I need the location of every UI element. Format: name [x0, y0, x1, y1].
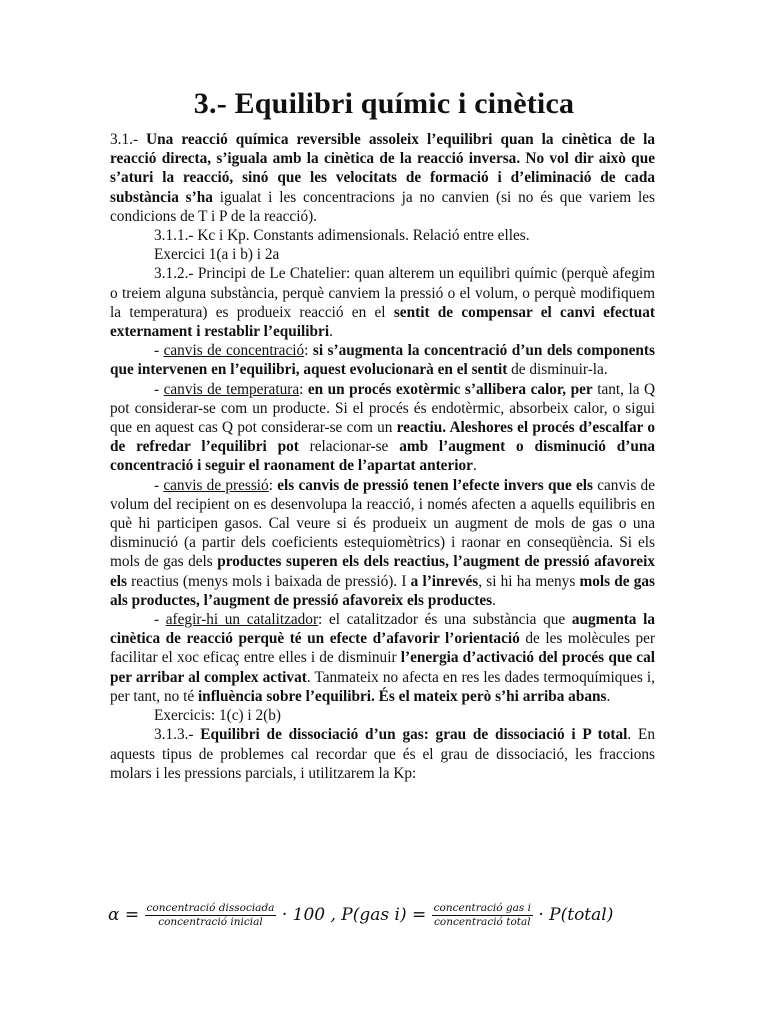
- page-title: 3.- Equilibri químic i cinètica: [193, 87, 575, 120]
- underlined-heading: canvis de pressió: [163, 476, 269, 494]
- bold-run: si s’augmenta la concentració d’un dels components que intervenen en l’equilibri, aquest evolucionarà en el sentit: [110, 342, 655, 379]
- fraction-denominator: concentració total: [434, 916, 531, 928]
- bold-run: influència sobre l’equilibri. És el mateix però s’hi arriba abans: [197, 687, 607, 705]
- fraction-dissociation: [145, 902, 277, 929]
- text-run: . Tanmateix no afecta en res les dades termoquímiques i, per tant, no té: [110, 668, 655, 705]
- text-run: canvis de volum del recipient on es desenvolupa la reacció, i només afecten a aquells equilibris en què hi participen gasos. Cal veure si és produeix un augment de mols de gas o una disminució (a partir dels coeficients estequiomètrics) i raonar en conseqüència. Si els mols de gas dels: [110, 476, 655, 571]
- text-run: -: [154, 476, 164, 494]
- underlined-heading: afegir-hi un catalitzador: [165, 611, 319, 629]
- text-run: .: [606, 687, 611, 705]
- fraction-denominator: concentració inicial: [158, 916, 263, 928]
- text-run: -: [154, 380, 164, 398]
- paragraph-3-1-2: [110, 264, 655, 341]
- text-run: igualat i les concentracions ja no canvien (si no és que variem les condicions de T i P de la reacció).: [110, 188, 655, 225]
- text-run: de disminuir-la.: [507, 361, 608, 379]
- bold-run: a l’inrevés: [410, 572, 479, 590]
- text-run: . En aquests tipus de problemes cal recordar que és el grau de dissociació, les fraccions molars i les pressions parcials, i utilitzarem la Kp:: [110, 726, 655, 782]
- bold-run: mols de gas als productes, l’augment de pressió afavoreix els productes: [110, 572, 655, 609]
- text-run: reactius (menys mols i baixada de pressió). I: [127, 572, 411, 590]
- bold-run: l’energia d’activació del procés que cal per arribar al complex activat: [110, 649, 655, 686]
- bold-run: productes superen els dels reactius, l’augment de pressió afavoreix els: [110, 553, 655, 590]
- text-run: tant, la Q pot considerar-se com un producte. Si el procés és endotèrmic, absorbeix calor, o sigui que en aquest cas Q pot considerar-se com un: [110, 380, 656, 437]
- bold-run: augmenta la cinètica de reacció perquè té un efecte d’afavorir l’orientació: [110, 611, 655, 648]
- bold-run: els canvis de pressió tenen l’efecte invers que els: [277, 476, 593, 494]
- paragraph-catalyst: [110, 610, 655, 706]
- bold-run: reactiu. Aleshores el procés d’escalfar o de refredar l’equilibri pot: [110, 419, 655, 456]
- underlined-heading: canvis de temperatura: [163, 380, 300, 398]
- text-run: 3.1.-: [110, 131, 147, 148]
- text-run: .: [492, 591, 496, 609]
- bold-run: Una reacció química reversible assoleix l’equilibri quan la cinètica de la reacció directa, s’iguala amb la cinètica de la reacció inversa. No vol dir això que s’aturi la reacció, sinó que les velocitats de formació i d’eliminació de cada substància s’ha: [110, 131, 655, 206]
- bold-run: en un procés exotèrmic s’allibera calor, per: [307, 380, 593, 398]
- text-run: relacionar-se: [298, 438, 400, 456]
- text-run: , si hi ha menys: [478, 572, 580, 590]
- paragraph-pressure: [110, 476, 655, 610]
- text-run: : el catalitzador és una substància que: [318, 611, 572, 629]
- text-run: :: [304, 342, 313, 360]
- bold-run: Equilibri de dissociació d’un gas: grau de dissociació i P total: [200, 726, 628, 744]
- paragraph-3-1-1: 3.1.1.- Kc i Kp. Constants adimensionals. Relació entre elles.: [154, 227, 530, 245]
- bold-run: sentit de compensar el canvi efectuat externament i restablir l’equilibri: [110, 303, 655, 341]
- fraction-numerator: concentració dissociada: [146, 902, 275, 914]
- bold-run: amb l’augment o disminució d’una concentració i seguir el raonament de l’apartat anterior: [110, 438, 655, 475]
- exercises-reference: Exercicis: 1(c) i 2(b): [154, 707, 281, 725]
- text-run: .: [472, 457, 477, 475]
- dissociation-formula: [108, 894, 668, 934]
- paragraph-3-1: [110, 130, 655, 226]
- alpha-equals: α =: [108, 905, 140, 925]
- paragraph-temperature: [110, 380, 655, 476]
- fraction-partial-pressure: [432, 902, 533, 929]
- exercise-reference: Exercici 1(a i b) i 2a: [154, 246, 280, 264]
- text-run: -: [154, 611, 166, 629]
- document-body: [110, 130, 655, 783]
- underlined-heading: canvis de concentració: [163, 342, 305, 360]
- fraction-numerator: concentració gas i: [433, 902, 531, 914]
- formula-row: [108, 902, 613, 929]
- text-run: 3.1.3.-: [154, 726, 201, 744]
- text-run: de les molècules per facilitar el xoc eficaç entre elles i de disminuir: [110, 630, 655, 667]
- text-run: 3.1.2.- Principi de Le Chatelier: quan alterem un equilibri químic (perquè afegim o treiem alguna substància, perquè canviem la pressió o el volum, o perquè modifiquem la temperatura) es produeix reacció en el: [110, 265, 655, 321]
- text-run: :: [299, 380, 308, 398]
- formula-middle: · 100 , P(gas i) =: [281, 905, 427, 925]
- text-run: :: [268, 476, 278, 494]
- paragraph-3-1-3: [110, 725, 655, 783]
- text-run: -: [154, 342, 164, 360]
- paragraph-concentration: [110, 341, 655, 379]
- text-run: .: [329, 323, 333, 341]
- formula-tail: · P(total): [538, 905, 614, 925]
